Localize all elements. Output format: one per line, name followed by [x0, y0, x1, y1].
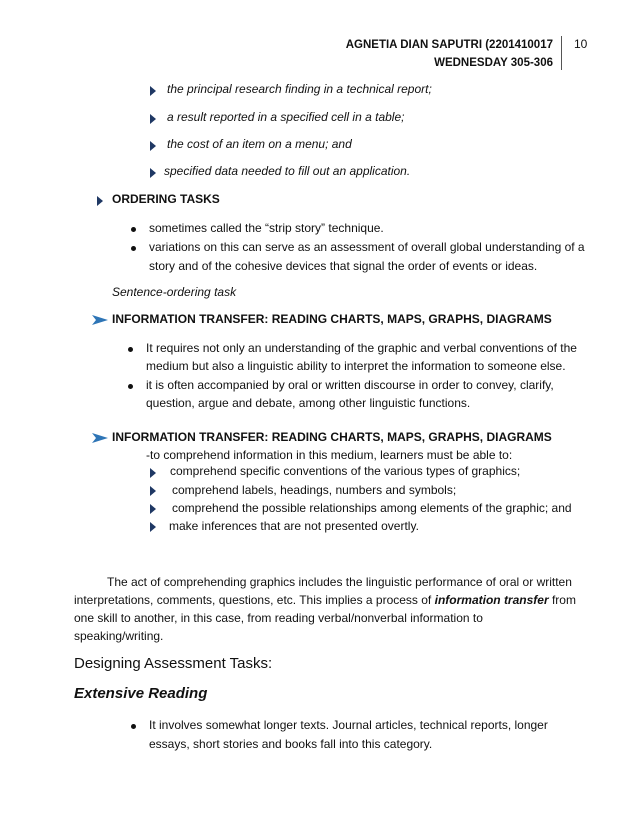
- extensive-bullet-text: It involves somewhat longer texts. Journal articles, technical reports, longer: [149, 718, 548, 732]
- paragraph-line: The act of comprehending graphics includes the linguistic performance of oral or written: [107, 575, 572, 589]
- extensive-reading-heading: Extensive Reading: [74, 685, 208, 702]
- info-bullet-text: it is often accompanied by oral or written discourse in order to convey, clarify,: [146, 378, 554, 392]
- info-transfer-heading: INFORMATION TRANSFER: READING CHARTS, MAPS, GRAPHS, DIAGRAMS: [112, 312, 552, 326]
- info-item: make inferences that are not presented overtly.: [169, 519, 419, 533]
- paragraph-line: one skill to another, in this case, from reading verbal/nonverbal information to: [74, 611, 483, 625]
- info-item: comprehend the possible relationships among elements of the graphic; and: [172, 501, 572, 515]
- example-item: the cost of an item on a menu; and: [167, 137, 352, 151]
- triangle-bullet-icon: [150, 168, 156, 178]
- info-transfer-heading: INFORMATION TRANSFER: READING CHARTS, MAPS, GRAPHS, DIAGRAMS: [112, 430, 552, 444]
- designing-heading: Designing Assessment Tasks:: [74, 655, 273, 672]
- header-author: AGNETIA DIAN SAPUTRI (2201410017: [345, 39, 553, 51]
- ordering-bullet-text-cont: story and of the cohesive devices that signal the order of events or ideas.: [149, 259, 538, 273]
- paragraph-line: speaking/writing.: [74, 629, 164, 643]
- page-header: [346, 36, 562, 70]
- paragraph-text: from: [548, 593, 576, 607]
- bullet-dot-icon: [131, 246, 136, 251]
- example-item: the principal research finding in a technical report;: [167, 82, 432, 96]
- bullet-dot-icon: [128, 347, 133, 352]
- example-item: specified data needed to fill out an application.: [164, 164, 411, 178]
- chevron-arrow-icon: [92, 315, 108, 325]
- paragraph-line: [74, 591, 576, 610]
- info-bullet-text: It requires not only an understanding of the graphic and verbal conventions of the: [146, 341, 577, 355]
- chevron-arrow-icon: [92, 433, 108, 443]
- ordering-bullet-text: variations on this can serve as an assessment of overall global understanding of a: [149, 240, 585, 254]
- triangle-bullet-icon: [150, 468, 156, 478]
- triangle-bullet-icon: [150, 486, 156, 496]
- triangle-bullet-icon: [150, 522, 156, 532]
- paragraph-text: interpretations, comments, questions, etc. This implies a process of: [74, 593, 435, 607]
- triangle-bullet-icon: [150, 504, 156, 514]
- example-item: a result reported in a specified cell in a table;: [167, 110, 405, 124]
- triangle-bullet-icon: [150, 114, 156, 124]
- info-bullet-text-cont: medium but also a linguistic ability to interpret the information to someone else.: [146, 359, 566, 373]
- ordering-heading: ORDERING TASKS: [112, 192, 220, 206]
- header-class: WEDNESDAY 305-306: [434, 57, 553, 69]
- bullet-dot-icon: [131, 227, 136, 232]
- info-transfer-intro: -to comprehend information in this medium, learners must be able to:: [146, 448, 513, 462]
- page-number: 10: [574, 37, 588, 51]
- info-bullet-text-cont: question, argue and debate, among other linguistic functions.: [146, 396, 471, 410]
- bullet-dot-icon: [131, 724, 136, 729]
- ordering-bullet-text: sometimes called the “strip story” technique.: [149, 221, 384, 235]
- ordering-caption: Sentence-ordering task: [112, 285, 237, 299]
- extensive-bullet-text-cont: essays, short stories and books fall into this category.: [149, 737, 433, 751]
- info-item: comprehend specific conventions of the various types of graphics;: [170, 464, 521, 478]
- paragraph-emphasis: information transfer: [434, 593, 549, 607]
- bullet-dot-icon: [128, 384, 133, 389]
- triangle-bullet-icon: [97, 196, 103, 206]
- triangle-bullet-icon: [150, 141, 156, 151]
- info-item: comprehend labels, headings, numbers and symbols;: [172, 483, 457, 497]
- triangle-bullet-icon: [150, 86, 156, 96]
